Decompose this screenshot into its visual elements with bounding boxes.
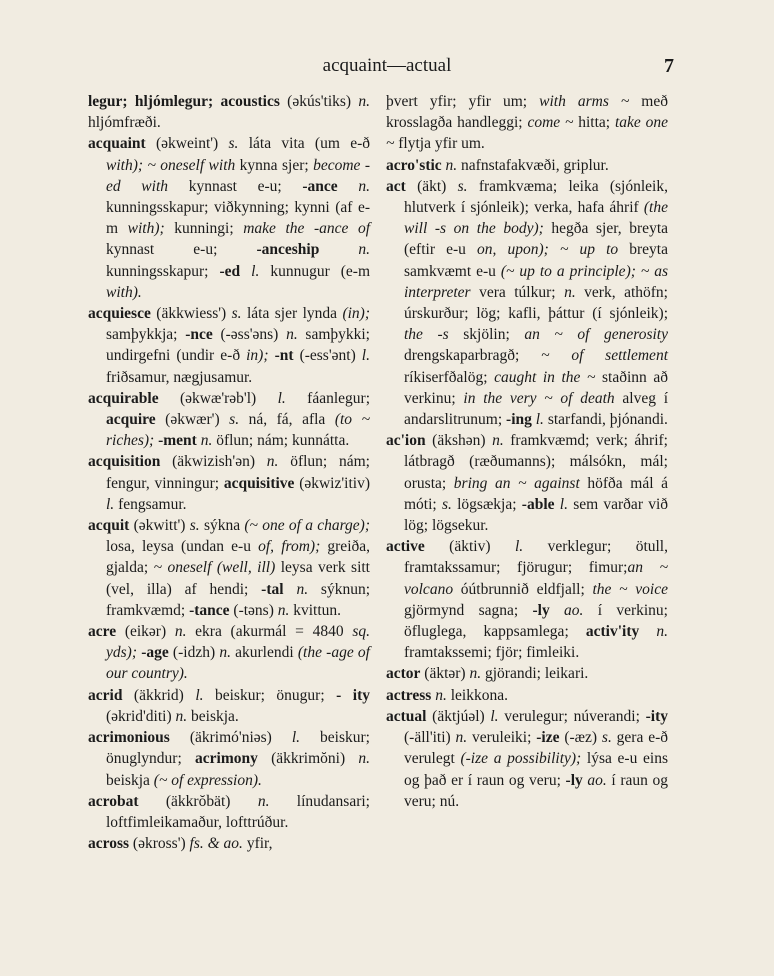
definition-text: verulegur; núverandi; xyxy=(498,707,646,725)
italic-text: s. xyxy=(441,495,452,513)
dictionary-entry xyxy=(88,727,370,791)
headword: acquiesce xyxy=(88,305,151,323)
definition-text: samþykki; undirgefni (undir e-ð xyxy=(106,326,370,365)
definition-text: (-ess'ənt) xyxy=(293,347,362,365)
italic-text: (the -age of our country). xyxy=(106,644,370,683)
headword: acquit xyxy=(88,517,130,535)
italic-text: n. xyxy=(358,241,370,259)
definition-text: kunningsskapur; viðkynning; kynni (af e-m xyxy=(106,199,370,238)
dictionary-entry xyxy=(88,833,370,854)
italic-text: l. xyxy=(106,495,115,513)
definition-text: (äkwizish'ən) xyxy=(160,453,267,471)
definition-text: kunningi; xyxy=(174,220,244,238)
dictionary-entry xyxy=(88,133,370,303)
italic-text: ao. xyxy=(564,601,584,619)
definition-text: samþykkja; xyxy=(106,326,186,344)
left-column xyxy=(88,91,370,854)
definition-text: línudansari; loftfimleikamaður, lofttrúður. xyxy=(106,792,370,831)
headword: acre xyxy=(88,623,117,641)
definition-text: skjölin; xyxy=(448,326,525,344)
definition-text: (-äll'iti) xyxy=(404,729,456,747)
italic-text: l. xyxy=(251,262,260,280)
italic-text: n. xyxy=(455,729,468,747)
definition-text: (äkrimó'niəs) xyxy=(169,729,292,747)
definition-text: beiskja xyxy=(106,771,154,789)
dictionary-entry xyxy=(88,685,370,727)
headword: -ity xyxy=(645,707,668,725)
headword: ac'ion xyxy=(386,432,426,450)
definition-text: (äktiv) xyxy=(424,538,515,556)
definition-text: gera e-ð verulegt xyxy=(404,729,668,768)
italic-text: ~ of settlement xyxy=(541,347,668,365)
italic-text: of, from); xyxy=(258,538,321,556)
italic-text: n. xyxy=(286,326,298,344)
definition-text: veruleiki; xyxy=(467,729,537,747)
dictionary-entry xyxy=(88,621,370,685)
headword: acrimonious xyxy=(88,729,170,747)
definition-text: verklegur; ötull, framtakssamur; fjörugur; fimur; xyxy=(404,538,668,577)
headword: -ing xyxy=(506,411,532,429)
definition-text: óútbrunnið eldfjall; xyxy=(453,580,593,598)
italic-text: (in); xyxy=(342,305,370,323)
definition-text: alveg í andarslitrunum; xyxy=(404,389,669,429)
italic-text: n. xyxy=(358,177,370,195)
definition-text: sem varðar við lög; lögsekur. xyxy=(404,495,669,535)
italic-text: l. xyxy=(535,411,544,429)
definition-text: (əkwæ'rəb'l) xyxy=(158,389,278,407)
headword: acquisition xyxy=(88,453,161,471)
dictionary-entry xyxy=(88,388,370,452)
italic-text: come ~ xyxy=(527,114,574,132)
italic-text: n. xyxy=(656,623,668,641)
dictionary-entry xyxy=(88,303,370,388)
definition-text: (äkkwiess') xyxy=(150,305,232,323)
headword: -nt xyxy=(274,347,294,365)
definition-text: sýkna xyxy=(199,517,245,535)
headword: -ance xyxy=(302,177,338,195)
definition-text: losa, leysa (undan e-u xyxy=(106,538,259,556)
italic-text: (~ up to a principle); ~ as interpreter xyxy=(404,262,668,301)
headword: actor xyxy=(386,665,421,683)
italic-text: with); ~ oneself with xyxy=(106,156,236,174)
definition-text: höfða mál á móti; xyxy=(404,474,668,513)
definition-text: beiskja. xyxy=(187,707,239,725)
italic-text: on, upon); ~ up to xyxy=(477,241,619,259)
definition-text: (äkshən) xyxy=(425,432,493,450)
definition-text: kynna sjer; xyxy=(235,156,314,174)
definition-text: í verkinu; öfluglega, kappsamlega; xyxy=(404,601,668,641)
dictionary-entry xyxy=(88,91,370,133)
dictionary-entry xyxy=(88,791,370,833)
definition-text: friðsamur, nægjusamur. xyxy=(106,368,253,386)
definition-text: fengsamur. xyxy=(114,495,187,513)
italic-text: l. xyxy=(490,707,499,725)
definition-text: sýknun; framkvæmd; xyxy=(106,580,371,619)
definition-text: láta vita (um e-ð xyxy=(238,135,370,153)
definition-text: verk, athöfn; úrskurður; lög; kafli, þáttur (í sjónleik); xyxy=(404,283,668,323)
italic-text: n. xyxy=(266,453,279,471)
dictionary-entry xyxy=(386,663,668,684)
definition-text: (əkwær') xyxy=(155,411,230,429)
headword: -ly xyxy=(565,771,583,789)
italic-text: the -s xyxy=(404,326,449,344)
italic-text: n. xyxy=(277,601,290,619)
italic-text: (~ one of a charge); xyxy=(244,517,370,535)
italic-text: caught in the ~ xyxy=(494,368,596,386)
italic-text: ~ oneself (well, ill) xyxy=(153,559,276,577)
italic-text: l. xyxy=(514,538,524,556)
definition-text: lýsa e-u eins og það er í raun og veru; xyxy=(404,750,668,789)
definition-text xyxy=(284,581,297,598)
italic-text: (to ~ riches); xyxy=(106,411,370,450)
italic-text: s. xyxy=(189,517,200,535)
definition-text: (əkús'tiks) xyxy=(279,93,359,110)
italic-text: n. xyxy=(175,707,188,725)
headword: -tance xyxy=(189,601,230,619)
definition-text: beiskur; önuglyndur; xyxy=(106,729,370,768)
definition-text: ekra (akurmál = 4840 xyxy=(186,623,353,641)
definition-text: staðinn að verkinu; xyxy=(404,368,668,407)
italic-text: l. xyxy=(361,347,370,365)
definition-text xyxy=(550,602,564,619)
italic-text: in the very ~ of death xyxy=(463,389,615,407)
definition-text: með krosslagða handleggi; xyxy=(386,93,668,132)
italic-text: take one ~ xyxy=(386,114,668,153)
italic-text: n. xyxy=(358,750,370,768)
headword: acquire xyxy=(106,411,156,429)
headword: acrobat xyxy=(88,792,139,810)
definition-text: kynnast e-u; xyxy=(168,177,303,195)
headword: activ'ity xyxy=(585,623,640,641)
headword: -ize xyxy=(536,729,560,747)
definition-text xyxy=(338,178,359,195)
italic-text: s. xyxy=(229,411,240,429)
italic-text: n. xyxy=(564,283,576,301)
headword: acquisitive xyxy=(223,474,295,492)
headword: -ed xyxy=(219,262,241,280)
headword: -nce xyxy=(185,326,213,344)
definition-text: (äktjúəl) xyxy=(426,707,491,725)
definition-text: gjörandi; leikari. xyxy=(481,665,589,683)
definition-text: beiskur; önugur; xyxy=(203,686,337,704)
headword: -ment xyxy=(158,432,197,450)
definition-text: greiða, gjalda; xyxy=(106,538,371,577)
definition-text: (-æz) xyxy=(559,729,602,747)
definition-text: kunnugur (e-m xyxy=(259,262,370,280)
definition-text: lögsækja; xyxy=(451,495,522,513)
italic-text: n. xyxy=(435,686,447,704)
dictionary-entry xyxy=(386,536,668,663)
headword: acquirable xyxy=(88,389,159,407)
definition-text: (əkweint') xyxy=(145,135,229,153)
italic-text: with). xyxy=(106,283,142,301)
italic-text: n. xyxy=(200,432,213,450)
definition-text xyxy=(240,263,251,280)
definition-text: láta sjer lynda xyxy=(241,305,343,323)
italic-text: ao. xyxy=(587,771,607,789)
italic-text: n. xyxy=(469,665,482,683)
definition-text: kvittun. xyxy=(289,601,342,619)
dictionary-entry xyxy=(88,515,370,621)
definition-text: (äkkrŏbät) xyxy=(138,792,258,810)
italic-text: n. xyxy=(445,156,458,174)
dictionary-entry xyxy=(386,685,668,706)
headword: legur; hljómlegur; xyxy=(88,93,221,110)
definition-text: (eikər) xyxy=(116,623,175,641)
italic-text: sq. yds); xyxy=(106,623,370,662)
headword: -ly xyxy=(532,601,550,619)
definition-text: hitta; xyxy=(573,114,615,132)
italic-text: s. xyxy=(457,177,468,195)
definition-text: nafnstafakvæði, griplur. xyxy=(457,156,609,174)
definition-text: framtakssemi; fjör; fimleiki. xyxy=(404,644,580,662)
dictionary-entry xyxy=(386,155,668,176)
definition-text: framkvæmd; verk; áhrif; látbragð (ræðumanns); málsókn, mál; orusta; xyxy=(404,432,668,492)
italic-text: (~ of expression). xyxy=(153,771,262,789)
italic-text: s. xyxy=(231,305,242,323)
definition-text: fáanlegur; xyxy=(285,389,371,407)
page-header xyxy=(0,52,774,80)
definition-text: öflun; nám; fengur, vinningur; xyxy=(106,453,370,492)
definition-text: leysa verk sitt (vel, illa) af hendi; xyxy=(106,559,370,598)
italic-text: the ~ voice xyxy=(592,580,668,598)
italic-text: l. xyxy=(277,389,286,407)
dictionary-entry xyxy=(386,176,668,430)
dictionary-entry xyxy=(386,91,668,155)
italic-text: become -ed with xyxy=(106,156,370,195)
italic-text: bring an ~ against xyxy=(453,474,580,492)
definition-text: þvert yfir; yfir um; xyxy=(386,93,540,110)
dictionary-entry xyxy=(88,451,370,515)
definition-text: vera túlkur; xyxy=(470,283,565,301)
definition-text: (äkt) xyxy=(405,177,458,195)
definition-text: hegða sjer, breyta (eftir e-u xyxy=(404,220,669,259)
headword: acrimony xyxy=(195,750,258,768)
definition-text: leikkona. xyxy=(446,686,508,704)
definition-text: (äkkrid) xyxy=(122,686,196,704)
definition-text xyxy=(639,623,656,640)
italic-text: in); xyxy=(246,347,275,365)
definition-text: (-əss'əns) xyxy=(212,326,287,344)
definition-text: (äkkrimŏni) xyxy=(257,750,359,768)
dictionary-entry xyxy=(386,430,668,536)
headword: act xyxy=(386,177,406,195)
italic-text: n. xyxy=(492,432,504,450)
italic-text: (the will -s on the body); xyxy=(404,199,668,238)
definition-text: (əkrid'diti) xyxy=(106,707,176,725)
italic-text: n. xyxy=(358,93,370,110)
italic-text: s. xyxy=(228,135,239,153)
definition-text: kynnast e-u; xyxy=(106,241,257,259)
running-head: acquaint—actual xyxy=(322,55,452,76)
definition-text: ná, fá, afla xyxy=(239,411,335,429)
headword: actual xyxy=(386,707,427,725)
headword: acrid xyxy=(88,686,123,704)
definition-text: ríkiserfðalög; xyxy=(404,368,495,386)
definition-text: yfir, xyxy=(242,835,273,853)
italic-text: l. xyxy=(195,686,204,704)
definition-text: (-idzh) xyxy=(168,644,220,662)
dictionary-entry xyxy=(386,706,668,812)
headword: -anceship xyxy=(256,241,320,259)
italic-text: fs. & ao. xyxy=(189,835,243,853)
definition-text: breyta samkvæmt e-u xyxy=(404,241,668,280)
headword: active xyxy=(386,538,425,556)
definition-text: framkvæma; leika (sjónleik, hlutverk í sjónleik); verka, hafa áhrif xyxy=(404,177,668,217)
italic-text: make the -ance of xyxy=(243,220,370,238)
headword: -age xyxy=(141,644,169,662)
italic-text: an ~ volcano xyxy=(404,559,668,598)
right-column xyxy=(386,91,668,812)
definition-text: í raun og veru; nú. xyxy=(404,771,669,810)
definition-text: akurlendi xyxy=(230,644,298,662)
italic-text: with arms ~ xyxy=(539,93,630,110)
definition-text: drengskaparbragð; xyxy=(404,347,542,365)
definition-text: (əkross') xyxy=(129,835,190,853)
headword: acro'stic xyxy=(386,156,442,174)
headword: - ity xyxy=(336,686,370,704)
definition-text: (əkwitt') xyxy=(129,517,190,535)
italic-text: an ~ of generosity xyxy=(524,326,668,344)
headword: across xyxy=(88,835,130,853)
italic-text: l. xyxy=(291,729,301,747)
definition-text: kunningsskapur; xyxy=(106,262,220,280)
italic-text: n. xyxy=(296,580,309,598)
definition-text: (äktər) xyxy=(420,665,470,683)
definition-text xyxy=(319,241,358,258)
page-number: 7 xyxy=(664,55,674,77)
italic-text: n. xyxy=(257,792,270,810)
definition-text: (əkwiz'itiv) xyxy=(294,474,370,492)
definition-text: öflun; nám; kunnátta. xyxy=(212,432,350,450)
italic-text: s. xyxy=(601,729,612,747)
definition-text: flytja yfir um. xyxy=(394,135,485,153)
headword: actress xyxy=(386,686,432,704)
headword: -able xyxy=(521,495,555,513)
headword: -tal xyxy=(261,580,284,598)
definition-text: gjörmynd sagna; xyxy=(404,601,533,619)
headword: acoustics xyxy=(220,93,280,110)
headword: acquaint xyxy=(88,135,146,153)
definition-text: starfandi, þjónandi. xyxy=(543,411,668,429)
italic-text: with); xyxy=(127,220,175,238)
italic-text: l. xyxy=(559,495,568,513)
italic-text: n. xyxy=(174,623,187,641)
italic-text: n. xyxy=(219,644,231,662)
italic-text: (-ize a possibility); xyxy=(460,750,582,768)
definition-text: hljómfræði. xyxy=(88,114,161,132)
definition-text: (-təns) xyxy=(229,601,278,619)
